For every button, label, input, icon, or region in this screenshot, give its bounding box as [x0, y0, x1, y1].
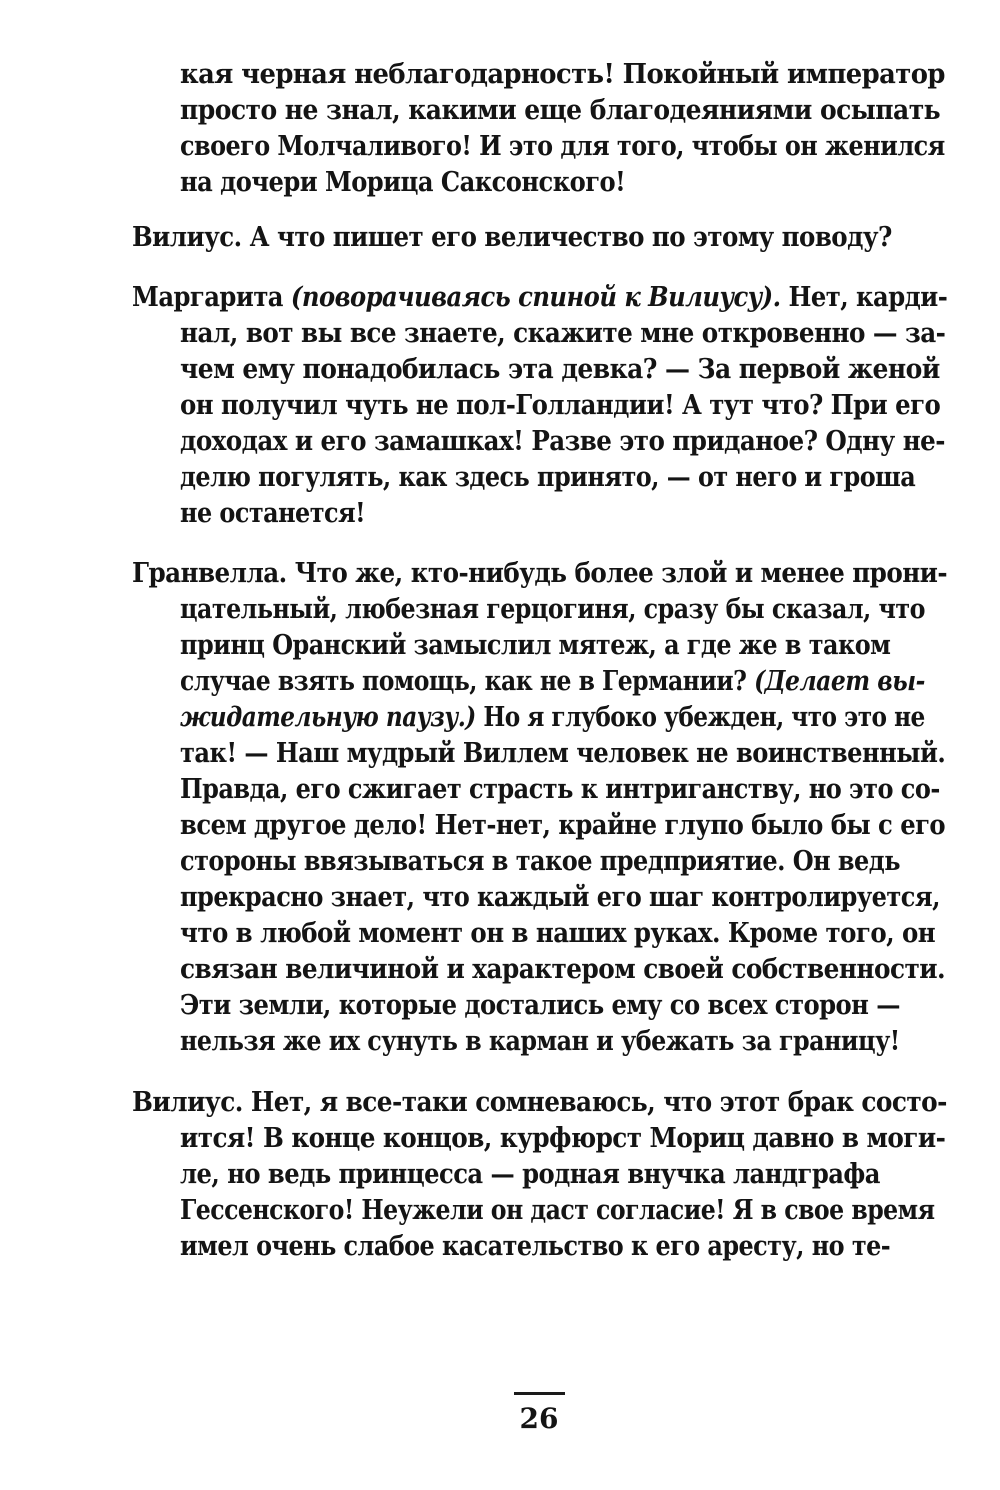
text-line — [180, 664, 925, 700]
text-line: связан величиной и характером своей собственности. — [180, 954, 946, 985]
text-line: своего Молчаливого! И это для того, чтобы он женился — [180, 131, 945, 162]
speaker-name: Вилиус. — [132, 222, 242, 253]
text-line: ле, но ведь принцесса — родная внучка ландграфа — [180, 1159, 880, 1190]
text-line: Правда, его сжигает страсть к интриганству, но это со- — [180, 774, 940, 805]
page-number: 26 — [519, 1402, 559, 1435]
speech-text: Но я глубоко убежден, что это не — [475, 702, 925, 733]
text-line: просто не знал, какими еще благодеяниями осыпать — [180, 95, 941, 126]
text-line: так! — Наш мудрый Виллем человек не воинственный. — [180, 738, 946, 769]
speech-text: А что пишет его величество по этому поводу? — [241, 222, 892, 253]
text-line — [180, 700, 925, 736]
text-line: нал, вот вы все знаете, скажите мне откровенно — за- — [180, 318, 946, 349]
text-line: кая черная неблагодарность! Покойный император — [180, 59, 945, 90]
stage-direction: жидательную паузу.) — [180, 702, 476, 733]
dialogue-line — [132, 1085, 947, 1121]
text-line: доходах и его замашках! Разве это приданое? Одну не- — [180, 426, 945, 457]
speech-text: Нет, я все-таки сомневаюсь, что этот брак состо- — [242, 1087, 947, 1118]
speech-text: Что же, кто-нибудь более злой и менее прони- — [286, 558, 948, 589]
page-number-rule — [514, 1392, 565, 1395]
text-line: принц Оранский замыслил мятеж, а где же в таком — [180, 630, 891, 661]
speaker-name: Гранвелла. — [132, 558, 287, 589]
speech-text: случае взять помощь, как не в Германии? — [180, 666, 755, 697]
speaker-name: Вилиус. — [132, 1087, 243, 1118]
text-line: не останется! — [180, 498, 366, 529]
text-line: прекрасно знает, что каждый его шаг контролируется, — [180, 882, 940, 913]
text-line: всем другое дело! Нет-нет, крайне глупо было бы с его — [180, 810, 946, 841]
text-line: стороны ввязываться в такое предприятие. Он ведь — [180, 846, 900, 877]
text-line: он получил чуть не пол-Голландии! А тут что? При его — [180, 390, 941, 421]
speech-text: Нет, карди- — [780, 282, 948, 313]
dialogue-line — [132, 280, 947, 316]
stage-direction: (поворачиваясь спиной к Вилиусу). — [282, 282, 781, 313]
text-line: имел очень слабое касательство к его аресту, но те- — [180, 1231, 891, 1262]
text-line: цательный, любезная герцогиня, сразу бы сказал, что — [180, 594, 925, 625]
dialogue-line — [132, 220, 892, 256]
text-line: Эти земли, которые достались ему со всех сторон — — [180, 990, 900, 1021]
text-line: ится! В конце концов, курфюрст Мориц давно в моги- — [180, 1123, 946, 1154]
text-line: Гессенского! Неужели он даст согласие! Я в свое время — [180, 1195, 935, 1226]
text-line: что в любой момент он в наших руках. Кроме того, он — [180, 918, 936, 949]
speaker-name: Маргарита — [132, 282, 283, 313]
text-line: нельзя же их сунуть в карман и убежать за границу! — [180, 1026, 900, 1057]
dialogue-line — [132, 556, 947, 592]
text-line: чем ему понадобилась эта девка? — За первой женой — [180, 354, 940, 385]
stage-direction: (Делает вы- — [754, 666, 925, 697]
text-line: делю погулять, как здесь принято, — от него и гроша — [180, 462, 916, 493]
text-line: на дочери Морица Саксонского! — [180, 167, 626, 198]
